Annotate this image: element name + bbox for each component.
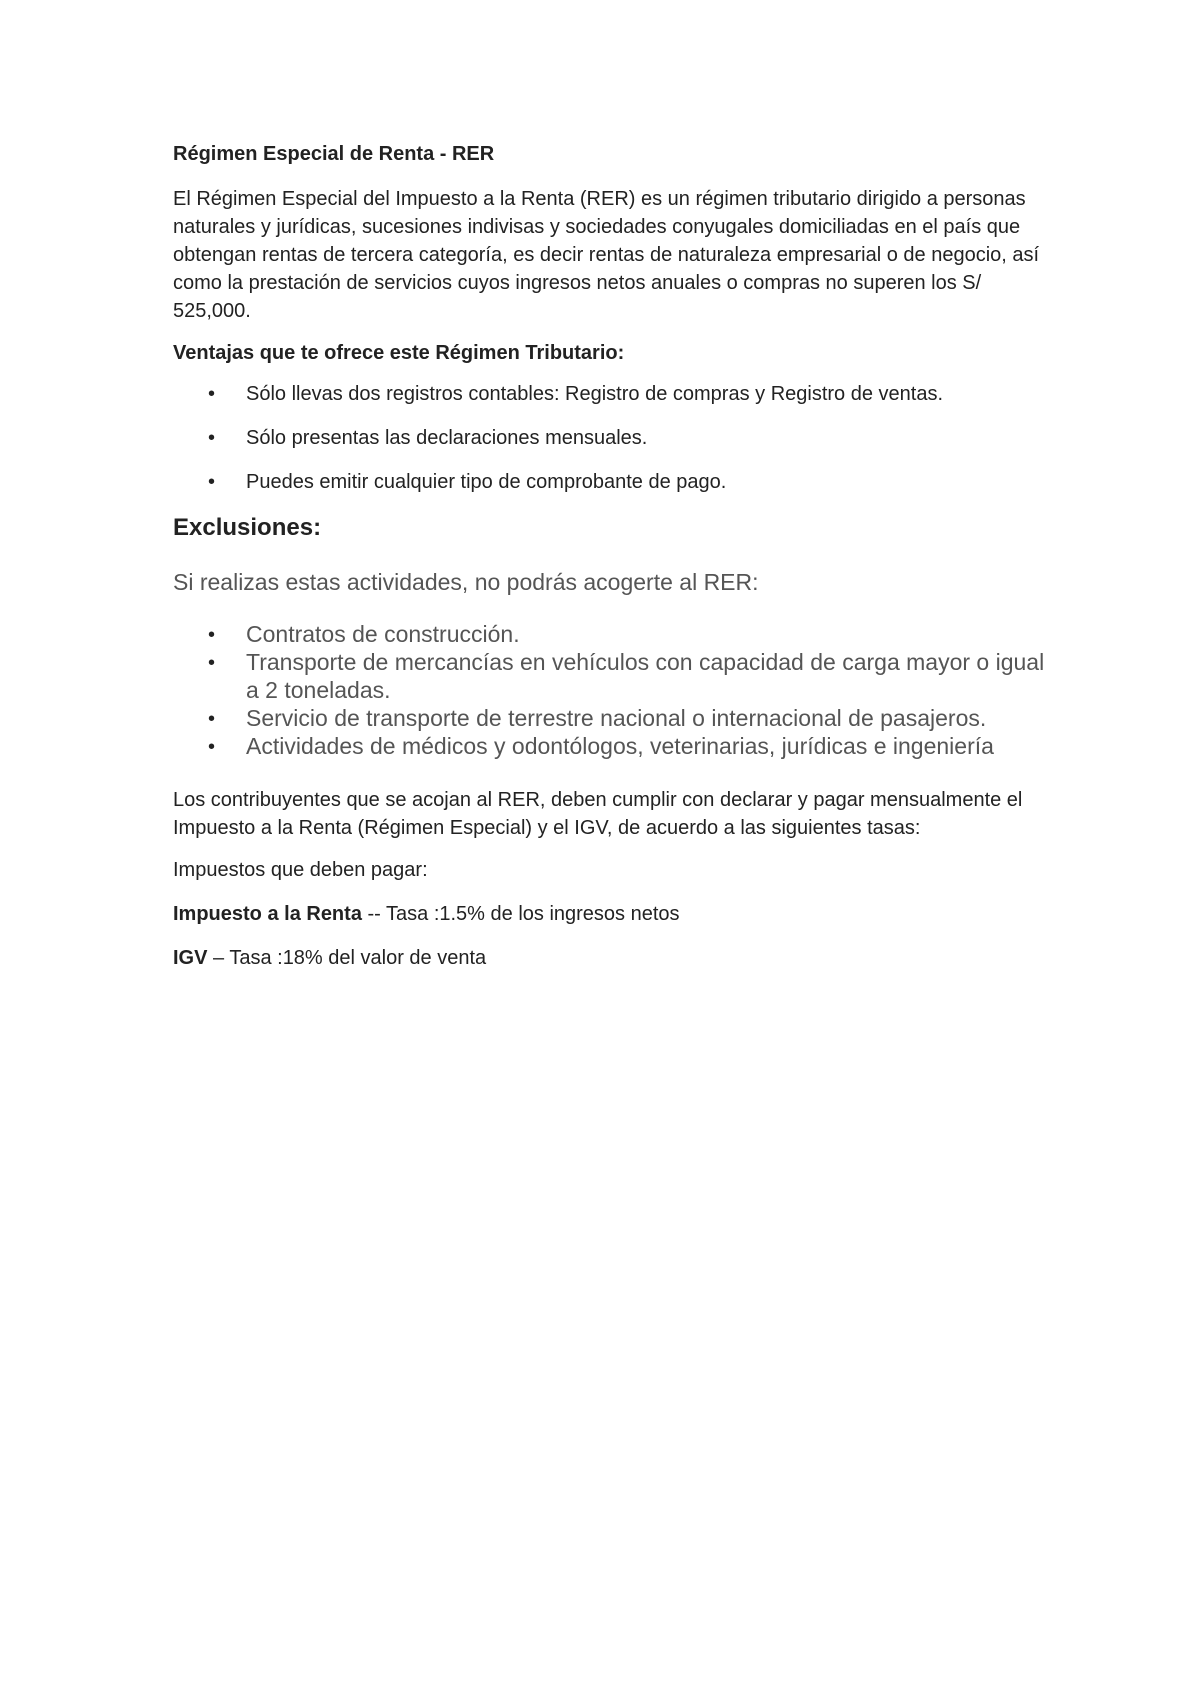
list-item xyxy=(173,648,1053,704)
exclusion-text: Actividades de médicos y odontólogos, veterinarias, jurídicas e ingeniería xyxy=(246,733,994,759)
list-item xyxy=(173,704,1053,732)
ventaja-text: Sólo presentas las declaraciones mensuales. xyxy=(246,427,648,449)
bullet-icon: • xyxy=(208,624,216,646)
exclusion-text: Transporte de mercancías en vehículos con capacidad de carga mayor o igual a 2 toneladas. xyxy=(246,649,1045,703)
bullet-icon: • xyxy=(208,383,216,405)
exclusiones-heading: Exclusiones: xyxy=(173,514,322,541)
exclusiones-lead: Si realizas estas actividades, no podrás acogerte al RER: xyxy=(173,569,759,595)
list-item xyxy=(173,468,1053,496)
bullet-icon: • xyxy=(208,471,216,493)
document-content xyxy=(173,140,1053,988)
list-item xyxy=(173,620,1053,648)
bullet-icon: • xyxy=(208,736,216,758)
ventaja-text: Puedes emitir cualquier tipo de comprobante de pago. xyxy=(246,471,727,493)
ventajas-list xyxy=(173,380,1053,496)
tax-igv-text: – Tasa :18% del valor de venta xyxy=(207,947,487,969)
bullet-icon: • xyxy=(208,708,216,730)
tax-renta-label: Impuesto a la Renta xyxy=(173,903,362,925)
exclusiones-list xyxy=(173,620,1053,760)
list-item xyxy=(173,424,1053,452)
exclusion-text: Servicio de transporte de terrestre nacional o internacional de pasajeros. xyxy=(246,705,987,731)
ventaja-text: Sólo llevas dos registros contables: Registro de compras y Registro de ventas. xyxy=(246,383,944,405)
list-item xyxy=(173,380,1053,408)
exclusion-text: Contratos de construcción. xyxy=(246,621,520,647)
tax-renta-text: -- Tasa :1.5% de los ingresos netos xyxy=(361,903,680,925)
tax-renta-line xyxy=(173,900,1053,928)
list-item xyxy=(173,732,1053,760)
taxes-label: Impuestos que deben pagar: xyxy=(173,859,428,881)
ventajas-heading: Ventajas que te ofrece este Régimen Tributario: xyxy=(173,342,625,364)
tax-igv-line xyxy=(173,944,1053,972)
bullet-icon: • xyxy=(208,427,216,449)
tax-igv-label: IGV xyxy=(173,947,208,969)
document-title: Régimen Especial de Renta - RER xyxy=(173,143,495,165)
intro-paragraph: El Régimen Especial del Impuesto a la Renta (RER) es un régimen tributario dirigido a personas naturales y jurídicas, sucesiones indivisas y sociedades conyugales domiciliadas en el país que obtengan rentas de tercera categoría, es decir rentas de naturaleza empresarial o de negocio, así como la prestación de servicios cuyos ingresos netos anuales o compras no superen los S/ 525,000. xyxy=(173,188,1040,322)
closing-paragraph: Los contribuyentes que se acojan al RER, deben cumplir con declarar y pagar mensualmente el Impuesto a la Renta (Régimen Especial) y el IGV, de acuerdo a las siguientes tasas: xyxy=(173,789,1023,839)
bullet-icon: • xyxy=(208,652,216,674)
